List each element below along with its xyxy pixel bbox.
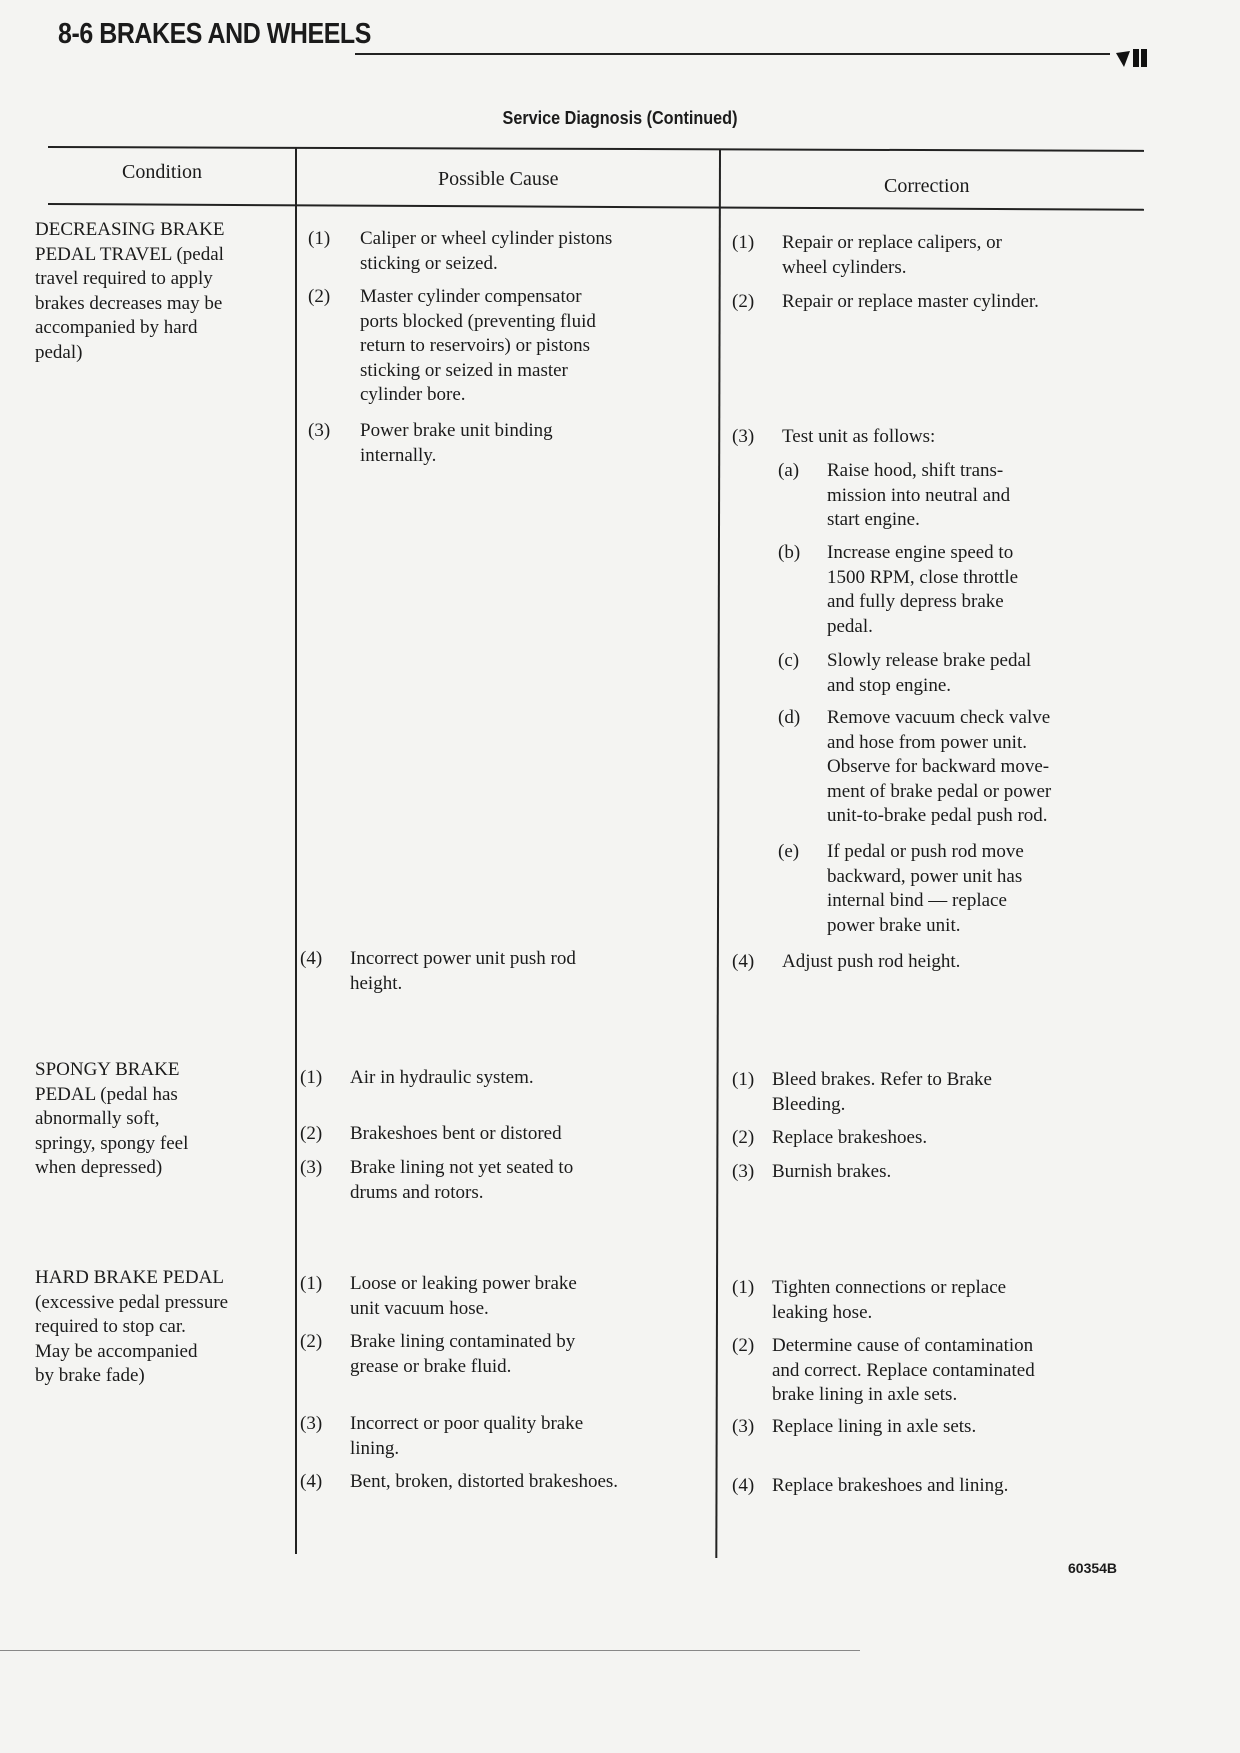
- correction-number: (2): [732, 1335, 755, 1356]
- cause-number: (2): [308, 286, 331, 307]
- correction-number: (1): [732, 1277, 755, 1298]
- correction-text: Replace brakeshoes.: [772, 1127, 928, 1148]
- column-header-correction: Correction: [884, 175, 970, 197]
- correction-step-letter: (c): [778, 650, 800, 671]
- table-header-rule: [48, 203, 1144, 211]
- condition-text: required to stop car.: [35, 1316, 186, 1337]
- cause-text: sticking or seized.: [360, 252, 498, 274]
- correction-text: Burnish brakes.: [772, 1161, 892, 1182]
- page-header-title: 8-6 BRAKES AND WHEELS: [58, 18, 371, 50]
- correction-text: leaking hose.: [772, 1301, 873, 1323]
- condition-text: DECREASING BRAKE: [35, 219, 225, 240]
- condition-text: PEDAL (pedal has: [35, 1083, 178, 1105]
- correction-step-letter: (e): [778, 841, 800, 862]
- cause-number: (2): [300, 1123, 323, 1144]
- figure-code: 60354B: [1068, 1560, 1118, 1576]
- correction-number: (2): [732, 291, 755, 312]
- condition-text: SPONGY BRAKE: [35, 1059, 180, 1080]
- correction-text: Replace lining in axle sets.: [772, 1416, 977, 1437]
- correction-text: Repair or replace calipers, or: [782, 232, 1002, 253]
- correction-text: If pedal or push rod move: [827, 841, 1024, 862]
- cause-text: internally.: [360, 444, 437, 466]
- correction-text: Remove vacuum check valve: [827, 707, 1051, 728]
- correction-number: (2): [732, 1127, 755, 1148]
- cause-number: (1): [300, 1067, 323, 1088]
- correction-text: start engine.: [827, 509, 920, 530]
- cause-text: return to reservoirs) or pistons: [360, 335, 591, 356]
- correction-text: Test unit as follows:: [782, 426, 936, 447]
- correction-text: and stop engine.: [827, 674, 952, 696]
- correction-text: Bleeding.: [772, 1093, 846, 1115]
- cause-number: (1): [308, 228, 331, 249]
- cause-text: Power brake unit binding: [360, 420, 553, 441]
- correction-text: ment of brake pedal or power: [827, 780, 1052, 802]
- correction-text: Tighten connections or replace: [772, 1277, 1007, 1298]
- cause-text: drums and rotors.: [350, 1181, 484, 1203]
- correction-number: (4): [732, 1475, 755, 1496]
- section-title: Service Diagnosis (Continued): [502, 108, 738, 128]
- correction-text: mission into neutral and: [827, 484, 1011, 506]
- correction-step-letter: (d): [778, 707, 801, 728]
- correction-step-letter: (a): [778, 460, 800, 481]
- cause-number: (4): [300, 948, 323, 969]
- column-divider-1: [295, 148, 297, 1554]
- cause-text: grease or brake fluid.: [350, 1355, 512, 1377]
- correction-text: power brake unit.: [827, 914, 961, 936]
- correction-text: Replace brakeshoes and lining.: [772, 1475, 1009, 1496]
- column-header-cause: Possible Cause: [438, 168, 559, 190]
- correction-number: (3): [732, 1161, 755, 1182]
- cause-text: sticking or seized in master: [360, 359, 568, 381]
- cause-text: Brakeshoes bent or distored: [350, 1123, 562, 1144]
- correction-text: 1500 RPM, close throttle: [827, 566, 1019, 588]
- cause-text: Bent, broken, distorted brakeshoes.: [350, 1471, 619, 1492]
- correction-text: Determine cause of contamination: [772, 1335, 1034, 1356]
- correction-number: (3): [732, 1416, 755, 1437]
- condition-text: when depressed): [35, 1157, 163, 1178]
- cause-text: Master cylinder compensator: [360, 286, 582, 307]
- correction-text: wheel cylinders.: [782, 256, 907, 278]
- correction-text: Observe for backward move-: [827, 756, 1050, 777]
- correction-text: Increase engine speed to: [827, 542, 1014, 563]
- cause-text: Incorrect or poor quality brake: [350, 1413, 584, 1434]
- condition-text: brakes decreases may be: [35, 292, 223, 314]
- cause-number: (3): [300, 1413, 323, 1434]
- correction-text: Adjust push rod height.: [782, 951, 961, 972]
- correction-step-letter: (b): [778, 542, 801, 563]
- section-marker-icon: [1116, 47, 1148, 67]
- correction-text: Bleed brakes. Refer to Brake: [772, 1069, 992, 1090]
- cause-text: Brake lining not yet seated to: [350, 1157, 574, 1178]
- correction-text: Repair or replace master cylinder.: [782, 291, 1039, 312]
- cause-text: Brake lining contaminated by: [350, 1331, 576, 1352]
- correction-text: internal bind — replace: [827, 890, 1007, 911]
- correction-text: backward, power unit has: [827, 865, 1023, 887]
- correction-number: (1): [732, 1069, 755, 1090]
- condition-text: HARD BRAKE PEDAL: [35, 1267, 224, 1288]
- cause-number: (3): [300, 1157, 323, 1178]
- correction-text: Raise hood, shift trans-: [827, 460, 1004, 481]
- condition-text: by brake fade): [35, 1365, 145, 1386]
- correction-number: (4): [732, 951, 755, 972]
- cause-text: Caliper or wheel cylinder pistons: [360, 228, 613, 249]
- correction-text: and fully depress brake: [827, 591, 1004, 612]
- correction-text: unit-to-brake pedal push rod.: [827, 805, 1048, 826]
- condition-text: springy, spongy feel: [35, 1132, 189, 1154]
- correction-number: (1): [732, 232, 755, 253]
- cause-text: unit vacuum hose.: [350, 1297, 489, 1319]
- cause-text: cylinder bore.: [360, 384, 466, 405]
- correction-text: and correct. Replace contaminated: [772, 1359, 1035, 1381]
- cause-text: height.: [350, 972, 403, 994]
- cause-text: ports blocked (preventing fluid: [360, 310, 596, 332]
- cause-number: (2): [300, 1331, 323, 1352]
- condition-text: PEDAL TRAVEL (pedal: [35, 243, 224, 265]
- condition-text: abnormally soft,: [35, 1108, 160, 1129]
- cause-text: Incorrect power unit push rod: [350, 948, 576, 969]
- cause-text: Loose or leaking power brake: [350, 1273, 577, 1294]
- header-rule: [355, 53, 1110, 55]
- condition-text: travel required to apply: [35, 268, 213, 289]
- correction-text: Slowly release brake pedal: [827, 650, 1032, 671]
- cause-number: (1): [300, 1273, 323, 1294]
- cause-text: lining.: [350, 1437, 400, 1459]
- cause-text: Air in hydraulic system.: [350, 1067, 534, 1088]
- bottom-rule: [0, 1650, 860, 1651]
- correction-text: brake lining in axle sets.: [772, 1384, 958, 1405]
- cause-number: (4): [300, 1471, 323, 1492]
- correction-number: (3): [732, 426, 755, 447]
- condition-text: May be accompanied: [35, 1340, 198, 1362]
- condition-text: accompanied by hard: [35, 317, 198, 338]
- condition-text: pedal): [35, 341, 83, 363]
- column-header-condition: Condition: [122, 161, 203, 183]
- correction-text: and hose from power unit.: [827, 731, 1027, 753]
- correction-text: pedal.: [827, 615, 873, 637]
- table-top-rule: [48, 146, 1144, 152]
- condition-text: (excessive pedal pressure: [35, 1291, 229, 1313]
- cause-number: (3): [308, 420, 331, 441]
